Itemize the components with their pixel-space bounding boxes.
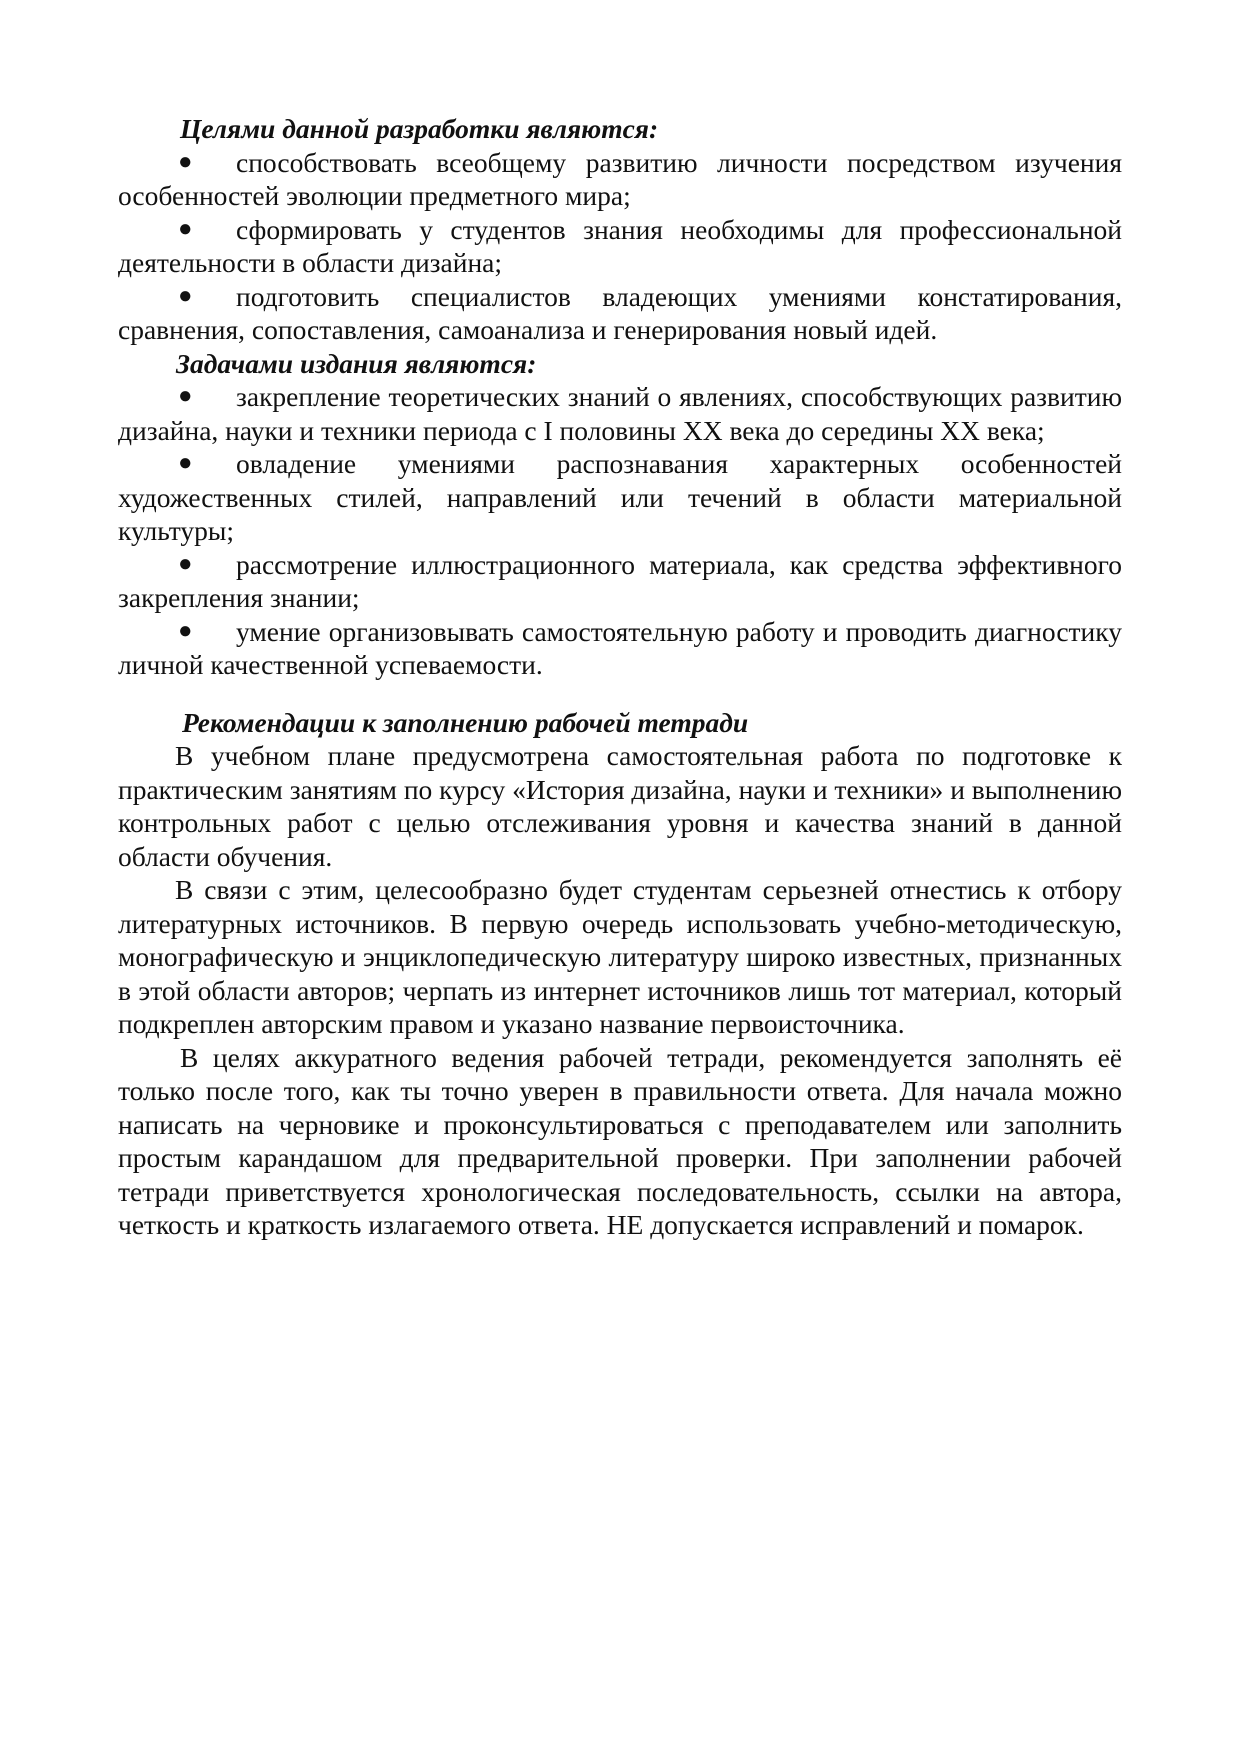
goals-heading: Целями данной разработки являются:: [180, 113, 659, 144]
goals-item-text: способствовать всеобщему развитию личности посредством изучения особенностей эволюции предметного мира;: [118, 146, 1122, 211]
goals-list-item: [118, 280, 1122, 347]
tasks-item-text: умение организовывать самостоятельную работу и проводить диагностику личной качественной успеваемости.: [118, 615, 1122, 680]
recommendations-paragraph: В целях аккуратного ведения рабочей тетради, рекомендуется заполнять её только после того, как ты точно уверен в правильности ответа. Для начала можно написать на черновике и проконсультироваться с преподавателем или заполнить простым карандашом для предварительной проверки. При заполнении рабочей тетради приветствуется хронологическая последовательность, ссылки на автора, четкость и краткость излагаемого ответа. НЕ допускается исправлений и помарок.: [118, 1041, 1122, 1240]
bullet-icon: ●: [178, 550, 193, 577]
recommendations-heading: Рекомендации к заполнению рабочей тетради: [182, 706, 749, 738]
bullet-icon: ●: [178, 450, 193, 476]
tasks-list: [118, 380, 1122, 682]
goals-list: [118, 146, 1122, 347]
document-body: [118, 112, 1122, 1242]
bullet-icon: ●: [178, 215, 193, 242]
tasks-list-item: [118, 447, 1122, 548]
tasks-item-text: овладение умениями распознавания характерных особенностей художественных стилей, направлений или течений в области материальной культуры;: [118, 448, 1122, 546]
bullet-icon: ●: [178, 383, 193, 409]
goals-list-item: [118, 146, 1122, 213]
recommendations-paragraph: В связи с этим, целесообразно будет студентам серьезней отнестись к отбору литературных источников. В первую очередь использовать учебно-методическую, монографическую и энциклопедическую литературу широко известных, признанных в этой области авторов; черпать из интернет источников лишь тот материал, который подкреплен авторским правом и указано название первоисточника.: [118, 874, 1122, 1039]
tasks-item-text: рассмотрение иллюстрационного материала, как средства эффективного закрепления знании;: [118, 548, 1122, 613]
goals-list-item: [118, 213, 1122, 280]
tasks-list-item: [118, 548, 1122, 615]
recommendations-paragraph: В учебном плане предусмотрена самостоятельная работа по подготовке к практическим занятиям по курсу «История дизайна, науки и техники» и выполнению контрольных работ с целью отслеживания уровня и качества знаний в данной области обучения.: [118, 740, 1122, 872]
bullet-icon: ●: [178, 617, 193, 644]
goals-item-text: подготовить специалистов владеющих умениями констатирования, сравнения, сопоставления, самоанализа и генерирования новый идей.: [118, 280, 1122, 345]
goals-item-text: сформировать у студентов знания необходимы для профессиональной деятельности в области дизайна;: [118, 213, 1122, 278]
bullet-icon: ●: [178, 148, 193, 175]
tasks-list-item: [118, 615, 1122, 682]
tasks-heading: Задачами издания являются:: [176, 347, 537, 379]
bullet-icon: ●: [178, 282, 193, 309]
tasks-item-text: закрепление теоретических знаний о явлениях, способствующих развитию дизайна, науки и техники периода с I половины XX века до середины XX века;: [118, 381, 1122, 446]
tasks-list-item: [118, 380, 1122, 447]
